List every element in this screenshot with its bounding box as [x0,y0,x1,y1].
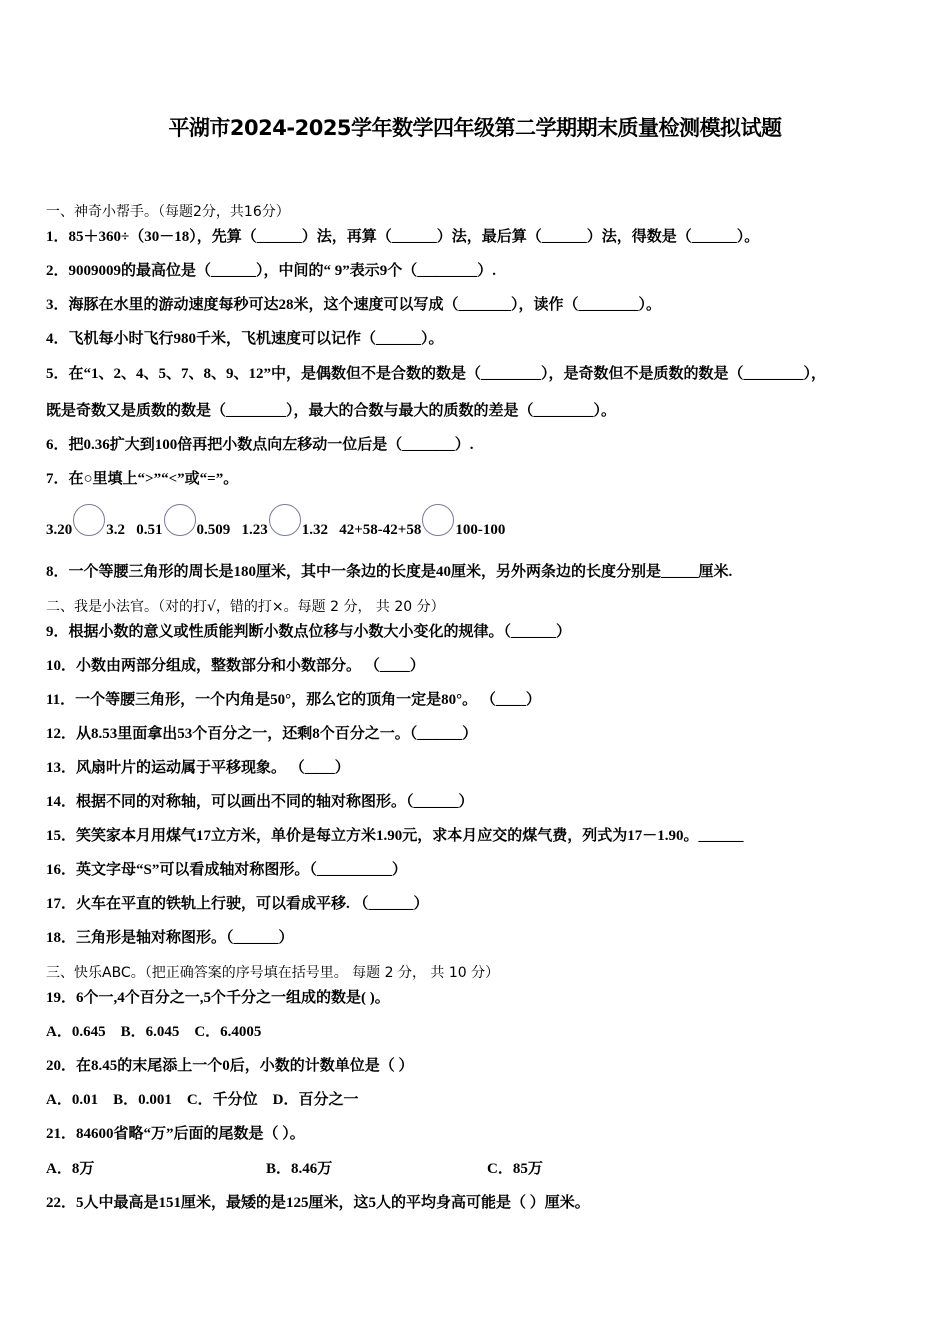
section-heading-2: 二、我是小法官。（对的打√，错的打×。每题 2 分， 共 20 分） [46,599,445,615]
question-4: 4．飞机每小时飞行980千米，飞机速度可以记作（______）。 [46,331,444,347]
compare-circle[interactable] [73,504,105,536]
question-20: 20．在8.45的末尾添上一个0后，小数的计数单位是（ ） [46,1058,414,1074]
question-13: 13．风扇叶片的运动属于平移现象。 （____） [46,760,350,776]
question-10: 10．小数由两部分组成，整数部分和小数部分。 （____） [46,658,425,674]
compare-circle[interactable] [164,504,196,536]
compare-circle[interactable] [269,504,301,536]
question-21: 21．84600省略“万”后面的尾数是（ ）。 [46,1126,305,1142]
page-title: 平湖市2024-2025学年数学四年级第二学期期末质量检测模拟试题 [168,116,782,140]
question-8: 8．一个等腰三角形的周长是180厘米，其中一条边的长度是40厘米，另外两条边的长度分别是_____厘米. [46,564,733,580]
question-20-options: A．0.01 B．0.001 C．千分位 D．百分之一 [46,1092,359,1108]
question-21-option-b: B．8.46万 [266,1161,333,1177]
question-5-part-1: 5．在“1、2、4、5、7、8、9、12”中，是偶数但不是合数的数是（________），是奇数但不是质数的数是（________）， [46,366,827,382]
question-18: 18．三角形是轴对称图形。（______） [46,930,294,946]
compare-right: 1.32 [301,522,328,538]
question-9: 9．根据小数的意义或性质能判断小数点位移与小数大小变化的规律。（______） [46,624,572,640]
compare-circle[interactable] [422,504,454,536]
question-2: 2．9009009的最高位是（______），中间的“ 9”表示9个（________）. [46,263,497,279]
compare-right: 0.509 [196,522,231,538]
question-12: 12．从8.53里面拿出53个百分之一，还剩8个百分之一。（______） [46,726,478,742]
question-1: 1．85＋360÷（30－18），先算（______）法，再算（______）法，最后算（______）法，得数是（______）。 [46,229,760,245]
compare-left: 0.51 [136,522,163,538]
question-3: 3．海豚在水里的游动速度每秒可达28米，这个速度可以写成（_______），读作（________）。 [46,297,662,313]
section-heading-1: 一、神奇小帮手。（每题2分，共16分） [46,204,290,220]
section-heading-3: 三、快乐ABC。（把正确答案的序号填在括号里。 每题 2 分， 共 10 分） [46,965,500,981]
question-19: 19．6个一,4个百分之一,5个千分之一组成的数是( )。 [46,990,390,1006]
question-11: 11．一个等腰三角形，一个内角是50°，那么它的顶角一定是80°。 （____） [46,692,541,708]
question-17: 17．火车在平直的铁轨上行驶，可以看成平移. （______） [46,896,429,912]
compare-right: 3.2 [106,522,125,538]
question-15: 15．笑笑家本月用煤气17立方米，单价是每立方米1.90元，求本月应交的煤气费，列式为17－1.90。______ [46,828,744,844]
question-22: 22．5人中最高是151厘米，最矮的是125厘米，这5人的平均身高可能是（ ）厘米。 [46,1195,590,1211]
question-16: 16．英文字母“S”可以看成轴对称图形。（__________） [46,862,407,878]
question-6: 6．把0.36扩大到100倍再把小数点向左移动一位后是（_______）. [46,437,474,453]
compare-left: 42+58-42+58 [339,522,422,538]
question-21-option-c: C．85万 [487,1161,543,1177]
question-19-options: A．0.645 B．6.045 C．6.4005 [46,1024,262,1040]
compare-left: 3.20 [46,522,73,538]
comparison-row [46,504,505,548]
question-21-option-a: A．8万 [46,1161,95,1177]
compare-left: 1.23 [241,522,268,538]
question-14: 14．根据不同的对称轴，可以画出不同的轴对称图形。（______） [46,794,474,810]
compare-right: 100-100 [455,522,506,538]
question-7: 7．在○里填上“>”“<”或“=”。 [46,471,239,487]
question-5-part-2: 既是奇数又是质数的数是（________），最大的合数与最大的质数的差是（________）。 [46,403,617,419]
